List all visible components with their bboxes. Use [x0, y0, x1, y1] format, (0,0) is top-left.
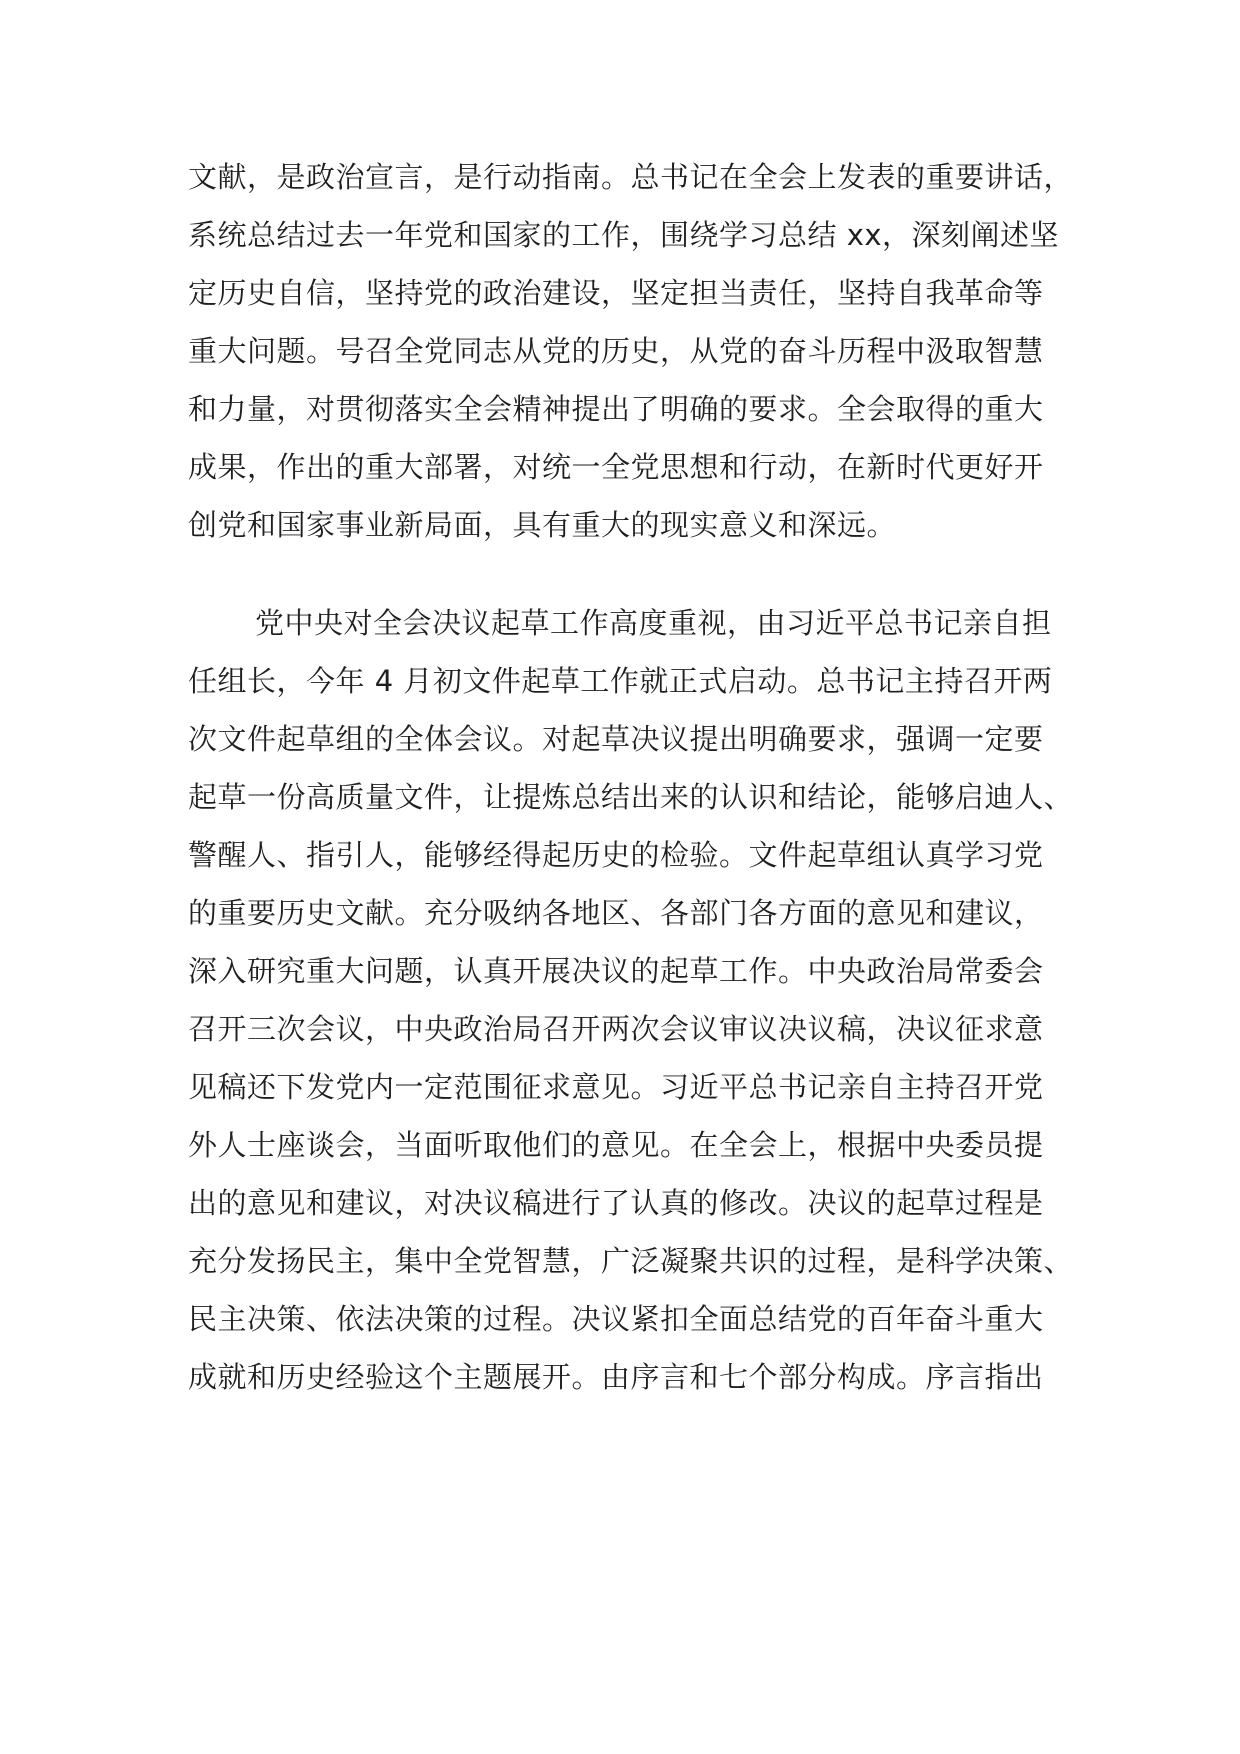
- text-line: 次文件起草组的全体会议。对起草决议提出明确要求，强调一定要: [188, 722, 1044, 756]
- text-line: 出的意见和建议，对决议稿进行了认真的修改。决议的起草过程是: [188, 1186, 1044, 1220]
- text-line: 党中央对全会决议起草工作高度重视，由习近平总书记亲自担: [255, 606, 1052, 640]
- text-line: 重大问题。号召全党同志从党的历史，从党的奋斗历程中汲取智慧: [188, 334, 1044, 368]
- text-line: 成就和历史经验这个主题展开。由序言和七个部分构成。序言指出: [188, 1360, 1044, 1394]
- text-line: 外人士座谈会，当面听取他们的意见。在全会上，根据中央委员提: [188, 1128, 1044, 1162]
- text-line: 起草一份高质量文件，让提炼总结出来的认识和结论，能够启迪人、: [188, 780, 1074, 814]
- text-line: 警醒人、指引人，能够经得起历史的检验。文件起草组认真学习党: [188, 838, 1044, 872]
- text-line: 文献，是政治宣言，是行动指南。总书记在全会上发表的重要讲话，: [188, 160, 1074, 194]
- text-line: 的重要历史文献。充分吸纳各地区、各部门各方面的意见和建议，: [188, 896, 1044, 930]
- text-line: 创党和国家事业新局面，具有重大的现实意义和深远。: [188, 508, 897, 542]
- text-line: 任组长，今年 4 月初文件起草工作就正式启动。总书记主持召开两: [188, 664, 1053, 698]
- text-line: 深入研究重大问题，认真开展决议的起草工作。中央政治局常委会: [188, 954, 1044, 988]
- text-line: 系统总结过去一年党和国家的工作，围绕学习总结 xx，深刻阐述坚: [188, 218, 1060, 252]
- text-line: 定历史自信，坚持党的政治建设，坚定担当责任，坚持自我革命等: [188, 276, 1044, 310]
- text-line: 充分发扬民主，集中全党智慧，广泛凝聚共识的过程，是科学决策、: [188, 1244, 1074, 1278]
- text-line: 和力量，对贯彻落实全会精神提出了明确的要求。全会取得的重大: [188, 392, 1044, 426]
- text-line: 见稿还下发党内一定范围征求意见。习近平总书记亲自主持召开党: [188, 1070, 1044, 1104]
- text-line: 成果，作出的重大部署，对统一全党思想和行动，在新时代更好开: [188, 450, 1044, 484]
- text-line: 民主决策、依法决策的过程。决议紧扣全面总结党的百年奋斗重大: [188, 1302, 1044, 1336]
- text-line: 召开三次会议，中央政治局召开两次会议审议决议稿，决议征求意: [188, 1012, 1044, 1046]
